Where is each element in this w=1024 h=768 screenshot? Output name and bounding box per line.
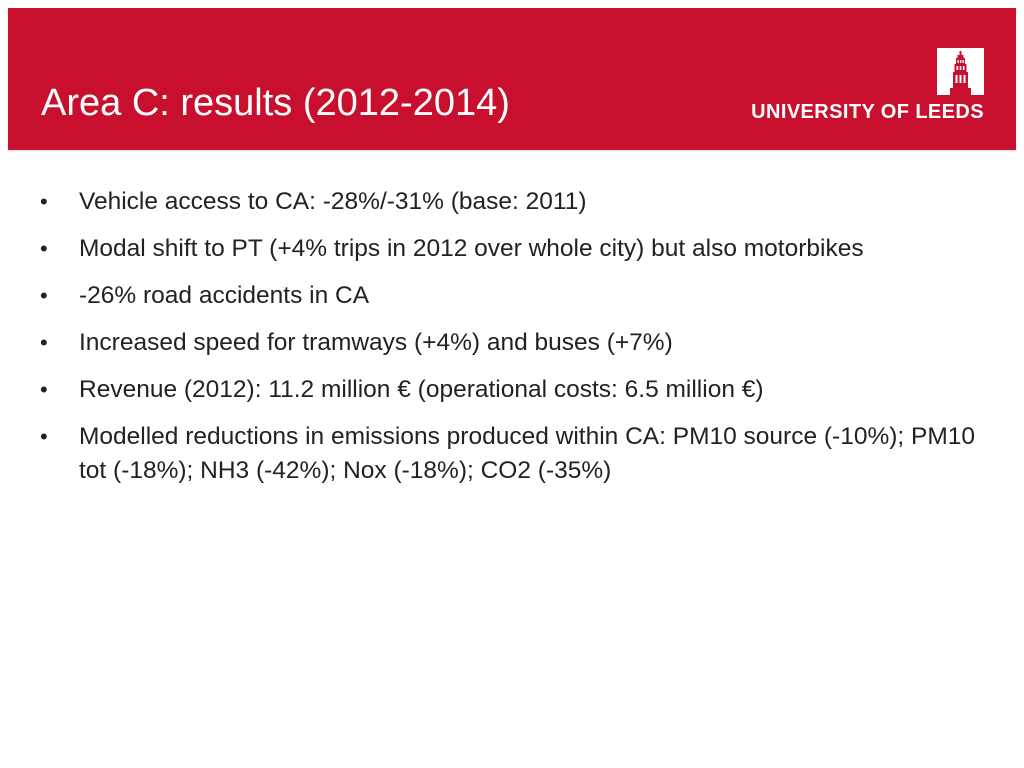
bullet-text: Vehicle access to CA: -28%/-31% (base: 2011) [79, 188, 587, 215]
bullet-item [36, 326, 976, 360]
bullet-text: Modelled reductions in emissions produced within CA: PM10 source (-10%); PM10 tot (-18%); NH3 (-42%); Nox (-18%); CO2 (-35%) [79, 423, 976, 484]
university-logo-icon [937, 48, 984, 95]
bullet-marker: • [40, 330, 48, 355]
bullet-item [36, 232, 976, 266]
bullet-marker: • [40, 424, 48, 449]
slide-title: Area C: results (2012-2014) [41, 82, 510, 124]
bullet-marker: • [40, 283, 48, 308]
bullet-item [36, 420, 976, 488]
parkinson-tower-icon [937, 48, 984, 95]
bullet-marker: • [40, 189, 48, 214]
bullet-item [36, 185, 976, 219]
bullet-text: Modal shift to PT (+4% trips in 2012 over whole city) but also motorbikes [79, 235, 864, 262]
bullet-marker: • [40, 377, 48, 402]
title-banner [8, 8, 1016, 150]
bullet-item [36, 279, 976, 313]
bullet-item [36, 373, 976, 407]
bullet-text: -26% road accidents in CA [79, 282, 370, 309]
bullet-list [36, 185, 976, 501]
bullet-text: Revenue (2012): 11.2 million € (operational costs: 6.5 million €) [79, 376, 764, 403]
university-name: UNIVERSITY OF LEEDS [751, 101, 984, 123]
bullet-text: Increased speed for tramways (+4%) and buses (+7%) [79, 329, 673, 356]
bullet-marker: • [40, 236, 48, 261]
